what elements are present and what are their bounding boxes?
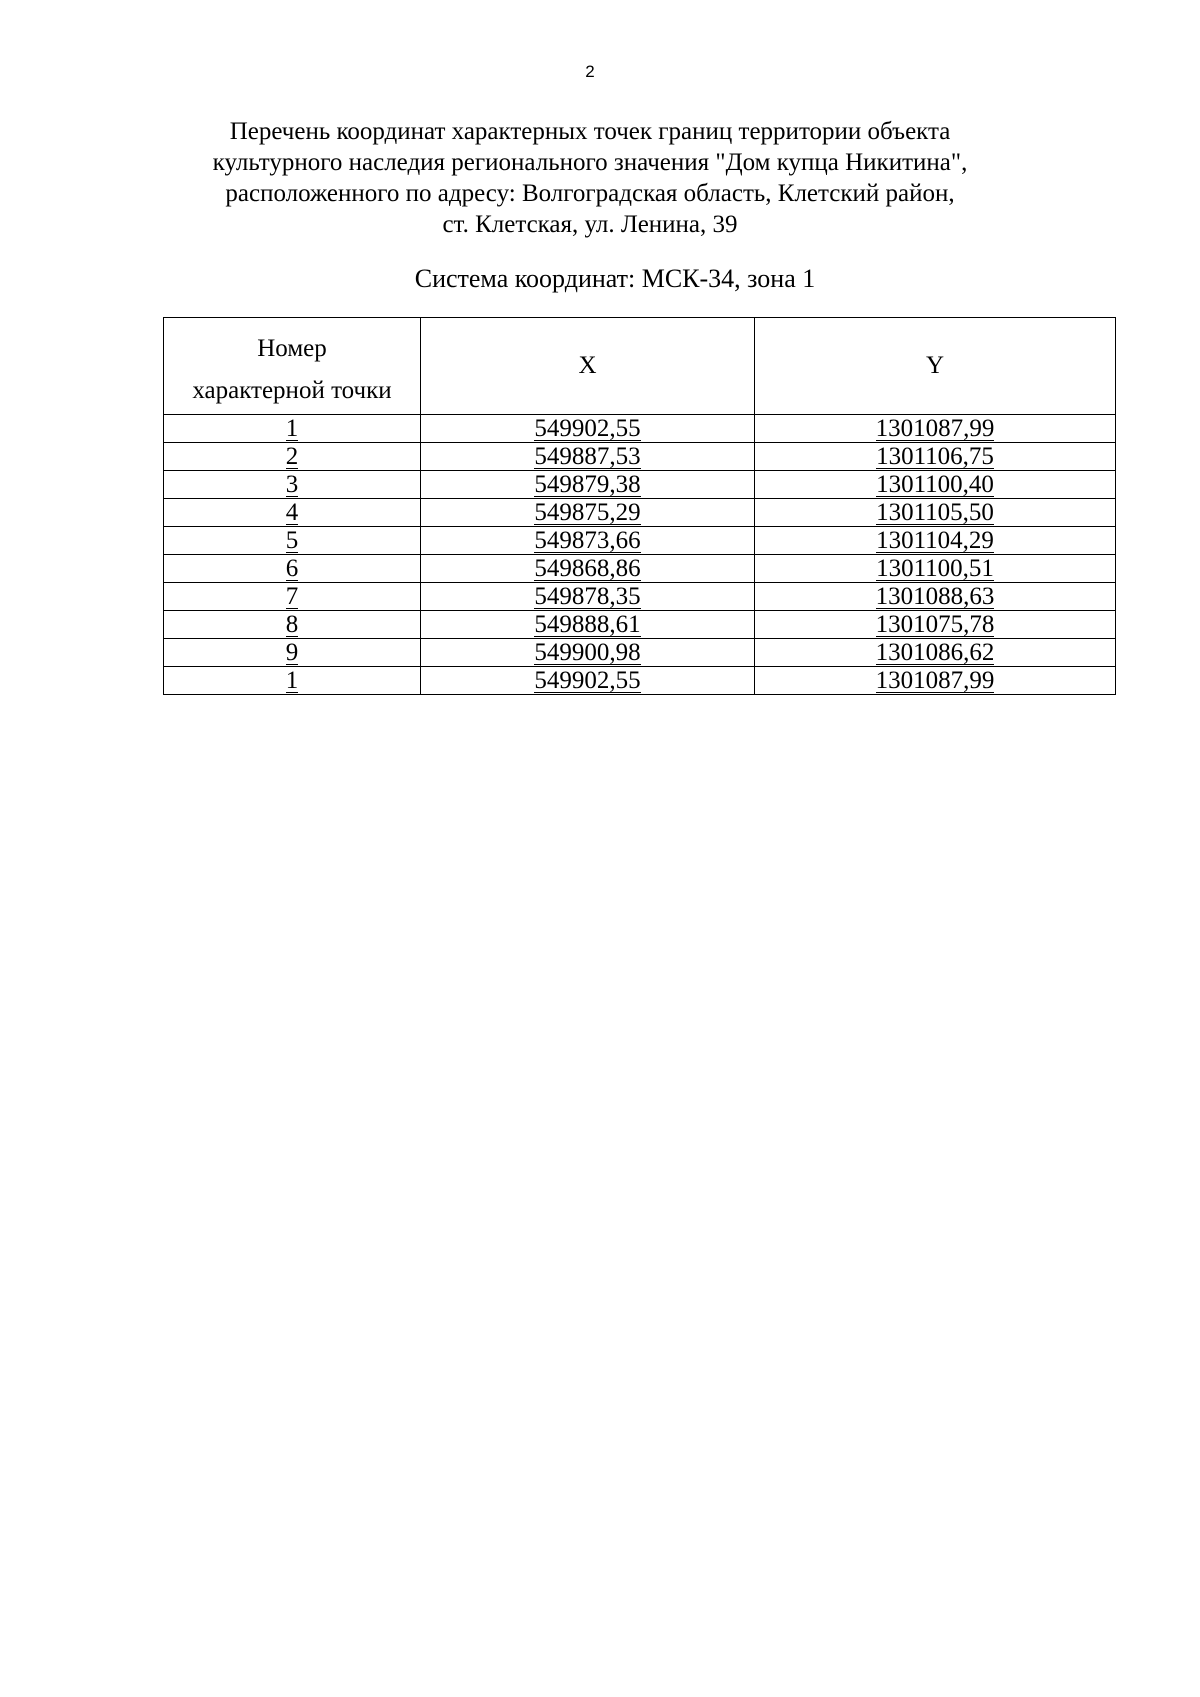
table-row bbox=[164, 611, 1116, 639]
cell-x: 549900,98 bbox=[421, 639, 755, 667]
cell-y: 1301106,75 bbox=[755, 443, 1116, 471]
table-header-row bbox=[164, 318, 1116, 415]
cell-point: 8 bbox=[164, 611, 421, 639]
cell-x: 549878,35 bbox=[421, 583, 755, 611]
cell-x: 549873,66 bbox=[421, 527, 755, 555]
title-line-3: расположенного по адресу: Волгоградская область, Клетский район, bbox=[225, 180, 955, 207]
cell-x: 549868,86 bbox=[421, 555, 755, 583]
cell-y: 1301100,51 bbox=[755, 555, 1116, 583]
cell-point: 6 bbox=[164, 555, 421, 583]
header-x: X bbox=[421, 318, 755, 415]
cell-point: 1 bbox=[164, 415, 421, 443]
cell-y: 1301087,99 bbox=[755, 667, 1116, 695]
cell-y: 1301104,29 bbox=[755, 527, 1116, 555]
cell-y: 1301100,40 bbox=[755, 471, 1116, 499]
cell-x: 549888,61 bbox=[421, 611, 755, 639]
title-line-2: культурного наследия регионального значения "Дом купца Никитина", bbox=[212, 149, 968, 176]
cell-y: 1301087,99 bbox=[755, 415, 1116, 443]
cell-point: 2 bbox=[164, 443, 421, 471]
title-line-1: Перечень координат характерных точек границ территории объекта bbox=[229, 118, 951, 145]
table-row bbox=[164, 583, 1116, 611]
cell-point: 4 bbox=[164, 499, 421, 527]
cell-y: 1301075,78 bbox=[755, 611, 1116, 639]
table-row bbox=[164, 639, 1116, 667]
table-row bbox=[164, 415, 1116, 443]
cell-x: 549879,38 bbox=[421, 471, 755, 499]
cell-y: 1301086,62 bbox=[755, 639, 1116, 667]
document-title bbox=[200, 116, 980, 240]
cell-x: 549902,55 bbox=[421, 415, 755, 443]
cell-point: 5 bbox=[164, 527, 421, 555]
cell-point: 1 bbox=[164, 667, 421, 695]
table-row bbox=[164, 471, 1116, 499]
cell-x: 549875,29 bbox=[421, 499, 755, 527]
cell-point: 7 bbox=[164, 583, 421, 611]
header-point-line1: Номер bbox=[257, 335, 327, 362]
header-point-number bbox=[164, 318, 421, 415]
cell-point: 3 bbox=[164, 471, 421, 499]
cell-point: 9 bbox=[164, 639, 421, 667]
cell-x: 549887,53 bbox=[421, 443, 755, 471]
header-y: Y bbox=[755, 318, 1116, 415]
table-row bbox=[164, 555, 1116, 583]
table-row bbox=[164, 499, 1116, 527]
header-point-line2: характерной точки bbox=[192, 377, 392, 404]
table-row bbox=[164, 527, 1116, 555]
table-row bbox=[164, 443, 1116, 471]
cell-y: 1301088,63 bbox=[755, 583, 1116, 611]
coordinate-system-label: Система координат: МСК-34, зона 1 bbox=[414, 264, 816, 293]
page-number: 2 bbox=[585, 62, 595, 81]
cell-x: 549902,55 bbox=[421, 667, 755, 695]
coordinates-table bbox=[163, 317, 1116, 695]
table-row bbox=[164, 667, 1116, 695]
title-line-4: ст. Клетская, ул. Ленина, 39 bbox=[442, 211, 738, 238]
cell-y: 1301105,50 bbox=[755, 499, 1116, 527]
